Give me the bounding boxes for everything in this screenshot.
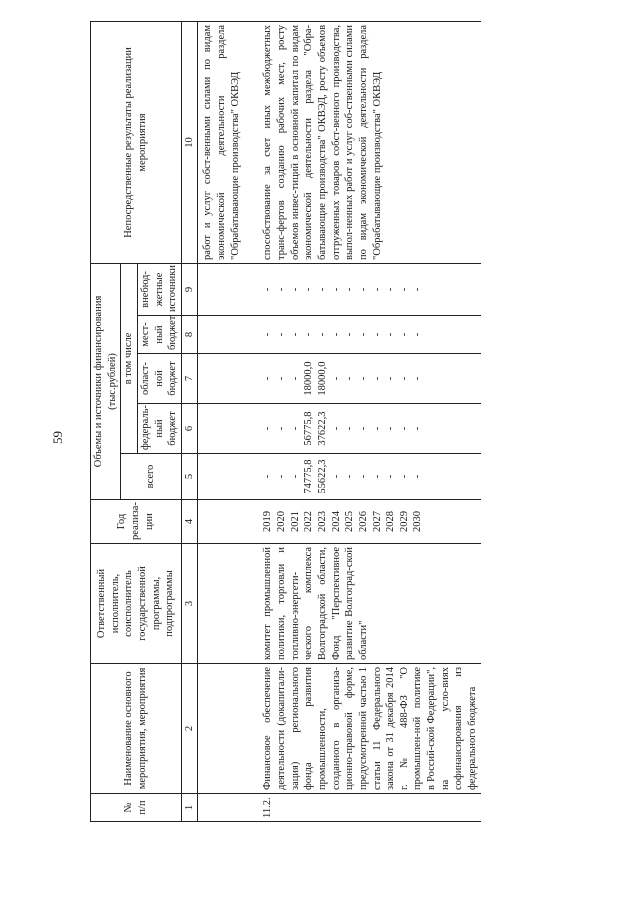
extrabudget-cell: - — [303, 287, 315, 292]
federal-cell: - — [398, 426, 410, 431]
regional-column — [260, 354, 480, 404]
header-including: в том числе — [121, 263, 138, 453]
year-cell: 2029 — [398, 511, 410, 532]
federal-cell: - — [344, 426, 356, 431]
local-cell: - — [316, 332, 328, 337]
header-num: № п/п — [91, 794, 182, 822]
measure-name: Финансовое обеспечение деятельности (докапитали-зация) регионального фонда развития промышленности, созданного в организа-ционно-правовой форме, предусмотренной частью 1 статьи 11 Федерального закона от 31 декабря 2014 г. № 488-ФЗ "О промышлен-ной политике в Россий-ской Федерации", на усло-виях софинансирования из федерального бюджета — [260, 664, 480, 794]
local-cell: - — [303, 332, 315, 337]
federal-cell: - — [385, 426, 397, 431]
local-cell: - — [398, 332, 410, 337]
extrabudget-cell: - — [412, 287, 424, 292]
year-cell: 2027 — [371, 511, 383, 532]
regional-cell: 18000,0 — [316, 361, 328, 396]
federal-column — [260, 404, 480, 454]
extrabudget-cell: - — [330, 287, 342, 292]
rotated-table-region — [90, 22, 637, 822]
extrabudget-cell: - — [289, 287, 301, 292]
local-cell: - — [262, 332, 274, 337]
federal-cell: 37622,3 — [316, 411, 328, 446]
extrabudget-cell: - — [276, 287, 288, 292]
colnum-1: 1 — [181, 794, 198, 822]
federal-cell: - — [357, 426, 369, 431]
year-cell: 2020 — [276, 511, 288, 532]
extrabudget-column — [260, 263, 480, 315]
total-column — [260, 454, 480, 500]
federal-cell: - — [276, 426, 288, 431]
year-cell: 2028 — [385, 511, 397, 532]
extrabudget-cell: - — [398, 287, 410, 292]
total-cell: 74775,8 — [303, 459, 315, 494]
federal-cell: - — [289, 426, 301, 431]
header-federal: федераль-ный бюджет — [137, 404, 181, 454]
local-cell: - — [357, 332, 369, 337]
year-cell: 2026 — [357, 511, 369, 532]
colnum-5: 5 — [181, 454, 198, 500]
header-extrabudget: внебюд-жетные источники — [137, 263, 181, 315]
year-cell: 2019 — [262, 511, 274, 532]
continued-result-text: работ и услуг собст-венными силами по видам экономической деятельности раздела "Обрабатывающие производства" ОКВЭД — [198, 21, 260, 263]
total-cell: - — [330, 474, 342, 479]
total-cell: - — [385, 474, 397, 479]
result-text: способствование за счет иных межбюджетных транс-фертов созданию рабочих мест, росту объемов инвес-тиций в основной капитал по видам экономической деятельности раздела "Обра-батывающие производства" ОКВЭД, росту объемов отгруженных товаров собст-венного производства, выпол-ненных работ и услуг соб-ственными силами по видам экономической деятельности раздела "Обрабатывающие производства" ОКВЭД — [260, 21, 480, 263]
regional-cell: 18000,0 — [303, 361, 315, 396]
federal-cell: - — [412, 426, 424, 431]
header-regional: област-ной бюджет — [137, 354, 181, 404]
federal-cell: - — [371, 426, 383, 431]
extrabudget-cell: - — [357, 287, 369, 292]
colnum-10: 10 — [181, 21, 198, 263]
colnum-7: 7 — [181, 354, 198, 404]
extrabudget-cell: - — [344, 287, 356, 292]
total-cell: - — [371, 474, 383, 479]
extrabudget-cell: - — [262, 287, 274, 292]
year-cell: 2024 — [330, 511, 342, 532]
header-name: Наименование основного мероприятия, мероприятия — [91, 664, 182, 794]
federal-cell: 56775,8 — [303, 411, 315, 446]
extrabudget-cell: - — [316, 287, 328, 292]
total-cell: - — [276, 474, 288, 479]
total-cell: - — [412, 474, 424, 479]
header-year: Год реализа-ции — [91, 500, 182, 544]
local-cell: - — [330, 332, 342, 337]
regional-cell: - — [330, 376, 342, 381]
local-cell: - — [289, 332, 301, 337]
federal-cell: - — [262, 426, 274, 431]
regional-cell: - — [371, 376, 383, 381]
year-cell: 2023 — [316, 511, 328, 532]
colnum-3: 3 — [181, 544, 198, 664]
program-table — [90, 21, 481, 822]
total-cell: - — [289, 474, 301, 479]
colnum-8: 8 — [181, 316, 198, 354]
total-cell: 55622,3 — [316, 459, 328, 494]
header-total: всего — [121, 454, 182, 500]
total-cell: - — [357, 474, 369, 479]
regional-cell: - — [412, 376, 424, 381]
regional-cell: - — [289, 376, 301, 381]
year-cell: 2021 — [289, 511, 301, 532]
regional-cell: - — [344, 376, 356, 381]
local-cell: - — [385, 332, 397, 337]
local-column — [260, 316, 480, 354]
local-cell: - — [412, 332, 424, 337]
regional-cell: - — [357, 376, 369, 381]
header-executor: Ответственный исполнитель, соисполнитель государственной программы, подпрограммы — [91, 544, 182, 664]
total-cell: - — [398, 474, 410, 479]
colnum-6: 6 — [181, 404, 198, 454]
colnum-4: 4 — [181, 500, 198, 544]
responsible-executor: комитет промышленной политики, торговли и топливно-энергети-ческого комплекса Волгоградской области, Фонд "Перспективное развитие Волгоград-ской области" — [260, 544, 480, 664]
regional-cell: - — [385, 376, 397, 381]
header-results: Непосредственные результаты реализации мероприятия — [91, 21, 182, 263]
page-number: 59 — [50, 431, 65, 444]
regional-cell: - — [276, 376, 288, 381]
total-cell: - — [262, 474, 274, 479]
local-cell: - — [371, 332, 383, 337]
regional-cell: - — [398, 376, 410, 381]
year-cell: 2022 — [303, 511, 315, 532]
year-cell: 2030 — [412, 511, 424, 532]
row-number: 11.2. — [260, 794, 480, 822]
federal-cell: - — [330, 426, 342, 431]
local-cell: - — [276, 332, 288, 337]
colnum-2: 2 — [181, 664, 198, 794]
year-cell: 2025 — [344, 511, 356, 532]
header-financing: Объемы и источники финансирования (тыс.рублей) — [91, 263, 121, 499]
extrabudget-cell: - — [371, 287, 383, 292]
colnum-9: 9 — [181, 263, 198, 315]
header-local: мест-ный бюджет — [137, 316, 181, 354]
years-column — [260, 500, 480, 544]
total-cell: - — [344, 474, 356, 479]
local-cell: - — [344, 332, 356, 337]
regional-cell: - — [262, 376, 274, 381]
extrabudget-cell: - — [385, 287, 397, 292]
